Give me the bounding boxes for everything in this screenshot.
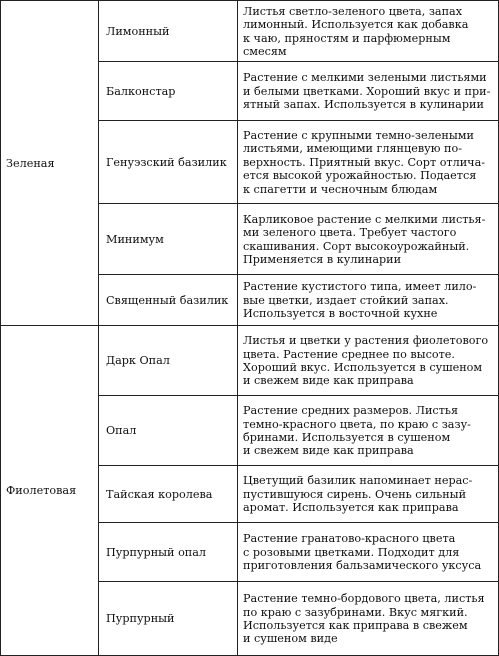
description-line: лимонный. Используется как добавка — [243, 18, 469, 32]
description-line: бринами. Используется в сушеном — [243, 431, 451, 444]
description-line: Растение темно-бордового цвета, листья — [243, 592, 485, 606]
variety-name-cell: Тайская королева — [99, 466, 238, 523]
description-line: Листья светло-зеленого цвета, запах — [243, 4, 463, 18]
description-line: с розовыми цветками. Подходит для — [243, 545, 460, 559]
variety-description-cell — [238, 396, 499, 466]
variety-name-cell: Пурпурный опал — [99, 523, 238, 582]
description-line: цвета. Растение среднее по высоте. — [243, 347, 455, 361]
description-line: Растение с крупными темно-зелеными — [243, 128, 474, 142]
variety-name-cell: Пурпурный — [99, 582, 238, 656]
variety-description-cell — [238, 1, 499, 62]
description-line: Используется как приправа в свежем — [243, 619, 468, 632]
description-line: приготовления бальзамического уксуса — [243, 559, 482, 573]
description-line: и свежем виде как приправа — [243, 444, 414, 458]
variety-name-cell: Генуэзский базилик — [99, 121, 238, 204]
variety-name-cell: Минимум — [99, 204, 238, 275]
table-body — [1, 1, 499, 656]
description-line: Растение средних размеров. Листья — [243, 404, 459, 418]
description-line: верхность. Приятный вкус. Сорт отлича- — [243, 155, 486, 169]
description-line: ми зеленого цвета. Требует частого — [243, 226, 457, 240]
description-line: ется высокой урожайностью. Подается — [243, 169, 477, 183]
description-line: Цветущий базилик напоминает нерас- — [243, 474, 473, 488]
description-line: Растение кустистого типа, имеет лило- — [243, 280, 477, 294]
variety-name-cell: Лимонный — [99, 1, 238, 62]
description-line: и сушеном виде — [243, 632, 338, 646]
description-line: к чаю, пряностям и парфюмерным — [243, 31, 451, 45]
variety-description-cell — [238, 275, 499, 326]
leaf-color-cell: Фиолетовая — [1, 326, 99, 656]
leaf-color-cell: Зеленая — [1, 1, 99, 326]
description-line: листьями, имеющими глянцевую по- — [243, 142, 462, 156]
variety-description-cell — [238, 121, 499, 204]
variety-name-cell: Балконстар — [99, 62, 238, 121]
description-line: темно-красного цвета, по краю с зазу- — [243, 417, 471, 431]
description-line: вые цветки, издает стойкий запах. — [243, 293, 449, 307]
description-line: пустившуюся сирень. Очень сильный — [243, 487, 467, 501]
description-line: Растение с мелкими зелеными листьями — [243, 71, 487, 85]
variety-description-cell — [238, 582, 499, 656]
description-line: Используется в восточной кухне — [243, 307, 438, 321]
description-line: Хороший вкус. Используется в сушеном — [243, 361, 483, 374]
variety-description-cell — [238, 466, 499, 523]
description-line: и белыми цветками. Хороший вкус и при- — [243, 84, 491, 98]
description-line: Карликовое растение с мелкими листья- — [243, 212, 486, 226]
description-line: ятный запах. Используется в кулинарии — [243, 98, 484, 112]
description-line: смесям — [243, 44, 287, 58]
variety-description-cell — [238, 204, 499, 275]
variety-name-cell: Священный базилик — [99, 275, 238, 326]
table-row — [1, 326, 499, 396]
variety-name-cell: Дарк Опал — [99, 326, 238, 396]
description-line: Применяется в кулинарии — [243, 252, 402, 266]
description-line: скашивания. Сорт высокоурожайный. — [243, 239, 470, 253]
description-line: Листья и цветки у растения фиолетового — [243, 334, 489, 348]
description-line: и свежем виде как приправа — [243, 374, 414, 388]
table-row — [1, 1, 499, 62]
description-line: аромат. Используется как приправа — [243, 501, 459, 515]
variety-name-cell: Опал — [99, 396, 238, 466]
description-line: к спагетти и чесночным блюдам — [243, 182, 438, 196]
variety-description-cell — [238, 62, 499, 121]
description-line: по краю с зазубринами. Вкус мягкий. — [243, 605, 468, 619]
variety-description-cell — [238, 326, 499, 396]
variety-description-cell — [238, 523, 499, 582]
description-line: Растение гранатово-красного цвета — [243, 532, 456, 546]
